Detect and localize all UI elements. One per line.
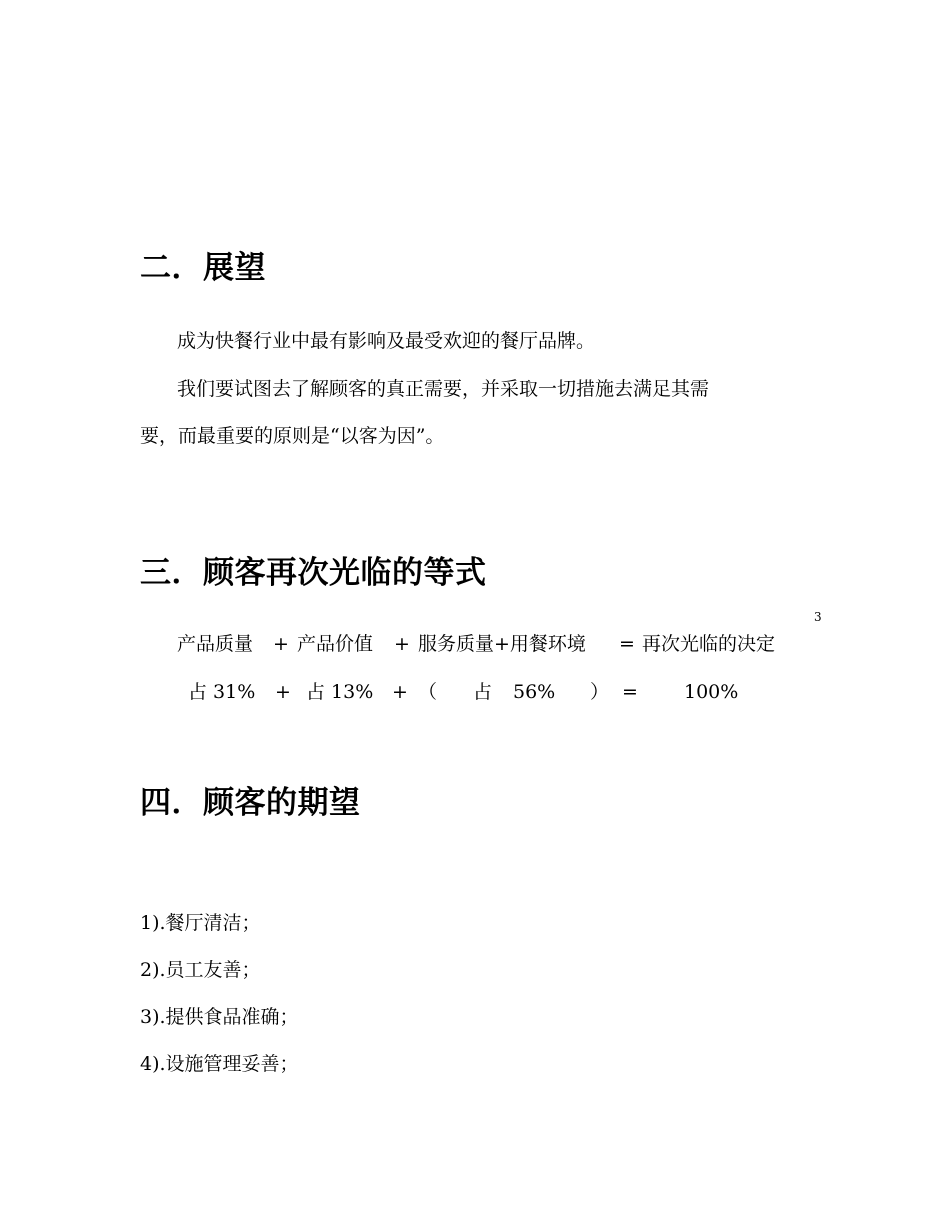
equation-plus-sign: + [394,633,410,655]
equation-percentage-service-environment: 56% [513,681,556,703]
section-heading-outlook: 二．展望 [140,250,266,286]
equation-percentage-product-quality: 占 31% [188,681,256,703]
equation-equals-sign: = [619,633,635,655]
equation-percentage-product-value: 占 13% [306,681,374,703]
section-heading-return-equation: 三．顾客再次光临的等式 [140,555,487,591]
equation-result-return-decision: 再次光临的决定 [642,633,776,655]
list-item: 3).提供食品准确； [140,1006,299,1028]
page-number: 3 [814,610,822,624]
section-heading-customer-expectations: 四．顾客的期望 [140,785,361,821]
equation-term-service-environment: 服务质量+用餐环境 [418,633,586,655]
equation-term-product-value: 产品价值 [297,633,374,655]
list-item: 4).设施管理妥善； [140,1053,299,1075]
equation-close-paren: ） [590,681,610,703]
outlook-paragraph-2-line-1: 我们要试图去了解顾客的真正需要，并采取一切措施去满足其需 [177,378,710,400]
outlook-paragraph-2-line-2: 要，而最重要的原则是“以客为因”。 [140,425,445,447]
list-item: 1).餐厅清洁； [140,912,261,934]
equation-open-paren: （ [418,681,438,703]
list-item: 2).员工友善； [140,959,261,981]
equation-percentage-prefix: 占 [473,681,493,703]
equation-plus-sign: + [392,681,408,703]
equation-total-percentage: 100% [684,681,739,703]
equation-plus-sign: + [275,681,291,703]
equation-equals-sign: = [622,681,638,703]
equation-plus-sign: + [273,633,289,655]
equation-term-product-quality: 产品质量 [177,633,254,655]
outlook-paragraph-1: 成为快餐行业中最有影响及最受欢迎的餐厅品牌。 [177,330,596,352]
